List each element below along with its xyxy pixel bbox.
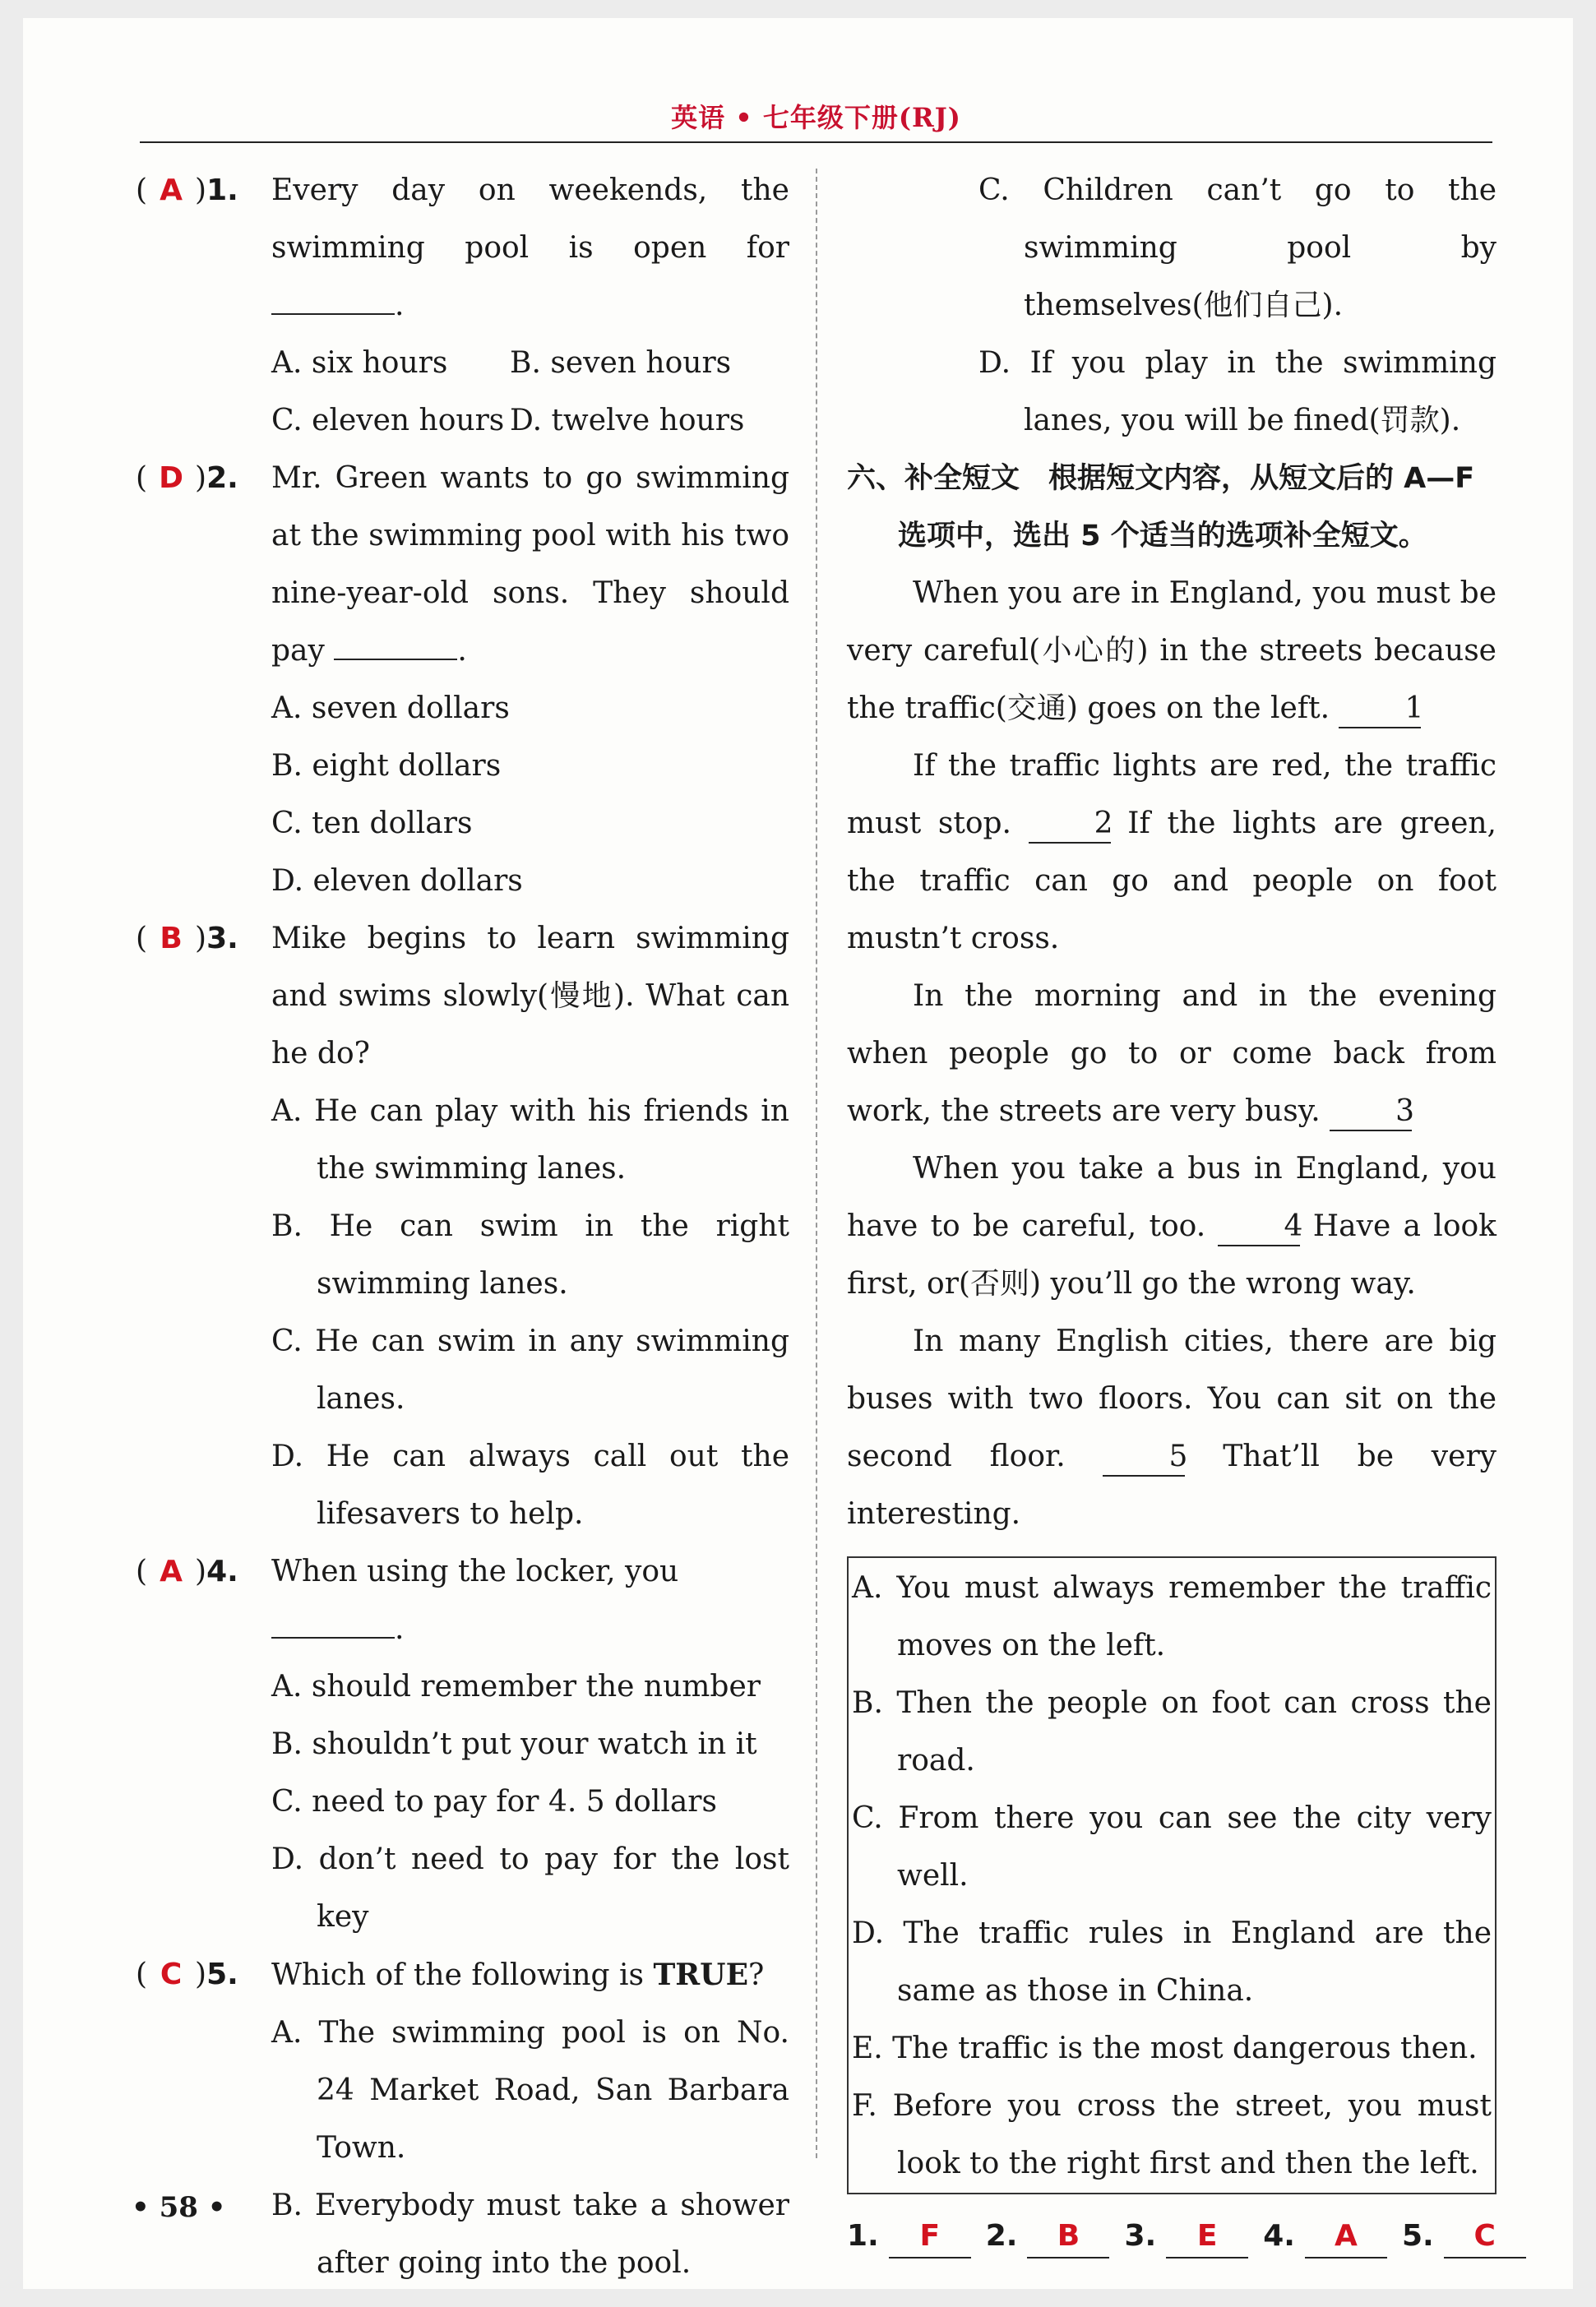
header-rule [140,141,1492,143]
answer-blank [271,280,395,315]
stem-text: Which of the following is [271,1958,654,1992]
stem-end: . [395,1612,405,1646]
question-number: 2. [206,461,238,495]
passage-blank-1: 1 [1339,691,1421,728]
stem-text: Mr. Green wants to go swimming at the swimming pool with his two nine-year-old sons. They should pay [271,461,789,668]
paragraph-text: In many English cities, there are big buses with two floors. You can sit on the second floor. [847,1325,1497,1473]
option-c: C. eleven hours [271,404,505,437]
answer-fill: B [1027,2216,1109,2258]
passage-paragraph-2 [847,737,1497,968]
option-b: B. He can swim in the right swimming lanes. [271,1209,789,1301]
options-row [271,335,789,392]
question-stem [271,1543,789,1658]
answer-fill: A [1305,2216,1387,2258]
box-option-f: F. Before you cross the street, you must look to the right first and then the left. [852,2089,1492,2180]
passage-paragraph-5 [847,1313,1497,1543]
option-d: D. He can always call out the lifesavers to help. [271,1440,789,1531]
option-b: B. shouldn’t put your watch in it [271,1727,757,1761]
answer-mark: B [160,922,183,955]
option-b: B. seven hours [510,346,732,380]
passage-paragraph-1 [847,565,1497,737]
option-d: D. If you play in the swimming lanes, you will be fined(罚款). [978,346,1497,437]
answer-number: 3. [1124,2219,1157,2253]
question-number: 5. [206,1958,238,1991]
question-3 [136,910,789,1543]
answer-mark: D [159,461,183,495]
question-stem [271,162,789,335]
answer-item-1 [847,2208,971,2265]
answer-item-2 [986,2208,1110,2265]
answer-bracket: ( B )3. [136,910,271,968]
answer-bracket: ( A )4. [136,1543,271,1601]
stem-text: Every day on weekends, the swimming pool is open for [271,173,789,265]
option-a: A. seven dollars [271,691,510,725]
paragraph-text: When you take a bus in England, you have to be careful, too. [847,1152,1497,1243]
option-d: D. don’t need to pay for the lost key [271,1842,789,1934]
option-a: A. He can play with his friends in the swimming lanes. [271,1094,789,1186]
passage-blank-4: 4 [1218,1209,1300,1246]
passage-blank-5: 5 [1103,1439,1185,1477]
stem-text: When using the locker, you [271,1555,679,1588]
stem-end: . [457,634,467,668]
stem-end: ? [748,1958,765,1992]
stem-end: . [395,289,405,322]
question-1 [136,162,789,450]
paragraph-text-after: Have a look first, or(否则) you’ll go the wrong way. [847,1209,1497,1301]
question-number: 4. [206,1555,238,1588]
left-column [136,162,789,2292]
question-stem: Mike begins to learn swimming and swims slowly(慢地). What can he do? [271,922,789,1070]
stem-emphasis: TRUE [653,1958,749,1992]
answer-fill: F [889,2216,971,2258]
option-c: C. He can swim in any swimming lanes. [271,1325,789,1416]
question-5-continued [847,162,1497,450]
options-box [847,1556,1497,2194]
options-row [271,392,789,450]
passage-blank-2: 2 [1029,806,1111,844]
page-number: • 58 • [132,2191,226,2224]
page-header: 英语 • 七年级下册(RJ) [671,102,961,133]
question-number: 1. [206,173,238,207]
option-a: A. The swimming pool is on No. 24 Market Road, San Barbara Town. [271,2016,789,2165]
question-5 [136,1946,789,2292]
option-c: C. Children can’t go to the swimming pool by themselves(他们自己). [978,173,1497,322]
answer-blank [271,1604,395,1639]
passage-paragraph-4 [847,1140,1497,1313]
option-d: D. twelve hours [510,404,745,437]
passage-paragraph-3 [847,968,1497,1140]
option-b: B. eight dollars [271,749,502,783]
answer-row [847,2208,1497,2265]
answer-item-4 [1263,2208,1387,2265]
paragraph-text: When you are in England, you must be very careful(小心的) in the streets because the traffic(交通) goes on the left. [847,576,1497,725]
answer-number: 4. [1263,2219,1295,2253]
option-d: D. eleven dollars [271,864,523,898]
question-stem [271,450,789,680]
answer-bracket: ( A )1. [136,162,271,220]
answer-mark: A [160,1555,183,1588]
section-title: 六、补全短文 根据短文内容，从短文后的 A—F 选项中，选出 5 个适当的选项补全短文。 [847,462,1475,552]
question-number: 3. [206,922,238,955]
answer-blank [334,626,457,660]
right-column [847,162,1497,2265]
answer-fill: E [1166,2216,1248,2258]
option-b: B. Everybody must take a shower after going into the pool. [271,2189,789,2280]
question-2 [136,450,789,910]
question-4 [136,1543,789,1946]
option-a: A. six hours [271,346,448,380]
option-c: C. ten dollars [271,807,473,840]
option-c: C. need to pay for 4. 5 dollars [271,1785,717,1819]
passage-blank-3: 3 [1330,1093,1412,1131]
answer-number: 5. [1401,2219,1434,2253]
answer-item-5 [1402,2208,1526,2265]
box-option-a: A. You must always remember the traffic moves on the left. [852,1571,1492,1662]
paragraph-text: In the morning and in the evening when people go to or come back from work, the streets are very busy. [847,979,1497,1128]
paragraph-text-after: That’ll be very interesting. [847,1440,1497,1531]
answer-bracket: ( C )5. [136,1946,271,2004]
box-option-d: D. The traffic rules in England are the same as those in China. [852,1916,1492,2008]
answer-mark: A [160,173,183,207]
box-option-c: C. From there you can see the city very well. [852,1801,1492,1893]
box-option-b: B. Then the people on foot can cross the road. [852,1686,1492,1778]
paragraph-text: If the traffic lights are red, the traffic must stop. [847,749,1497,840]
answer-item-3 [1124,2208,1248,2265]
question-stem [271,1946,789,2004]
paragraph-text-after: If the lights are green, the traffic can go and people on foot mustn’t cross. [847,807,1497,955]
answer-fill: C [1444,2216,1526,2258]
answer-mark: C [160,1958,183,1991]
answer-number: 1. [847,2219,879,2253]
box-option-e: E. The traffic is the most dangerous then. [852,2032,1478,2065]
answer-bracket: ( D )2. [136,450,271,507]
option-a: A. should remember the number [271,1670,761,1704]
column-divider [816,169,817,2158]
answer-number: 2. [985,2219,1018,2253]
